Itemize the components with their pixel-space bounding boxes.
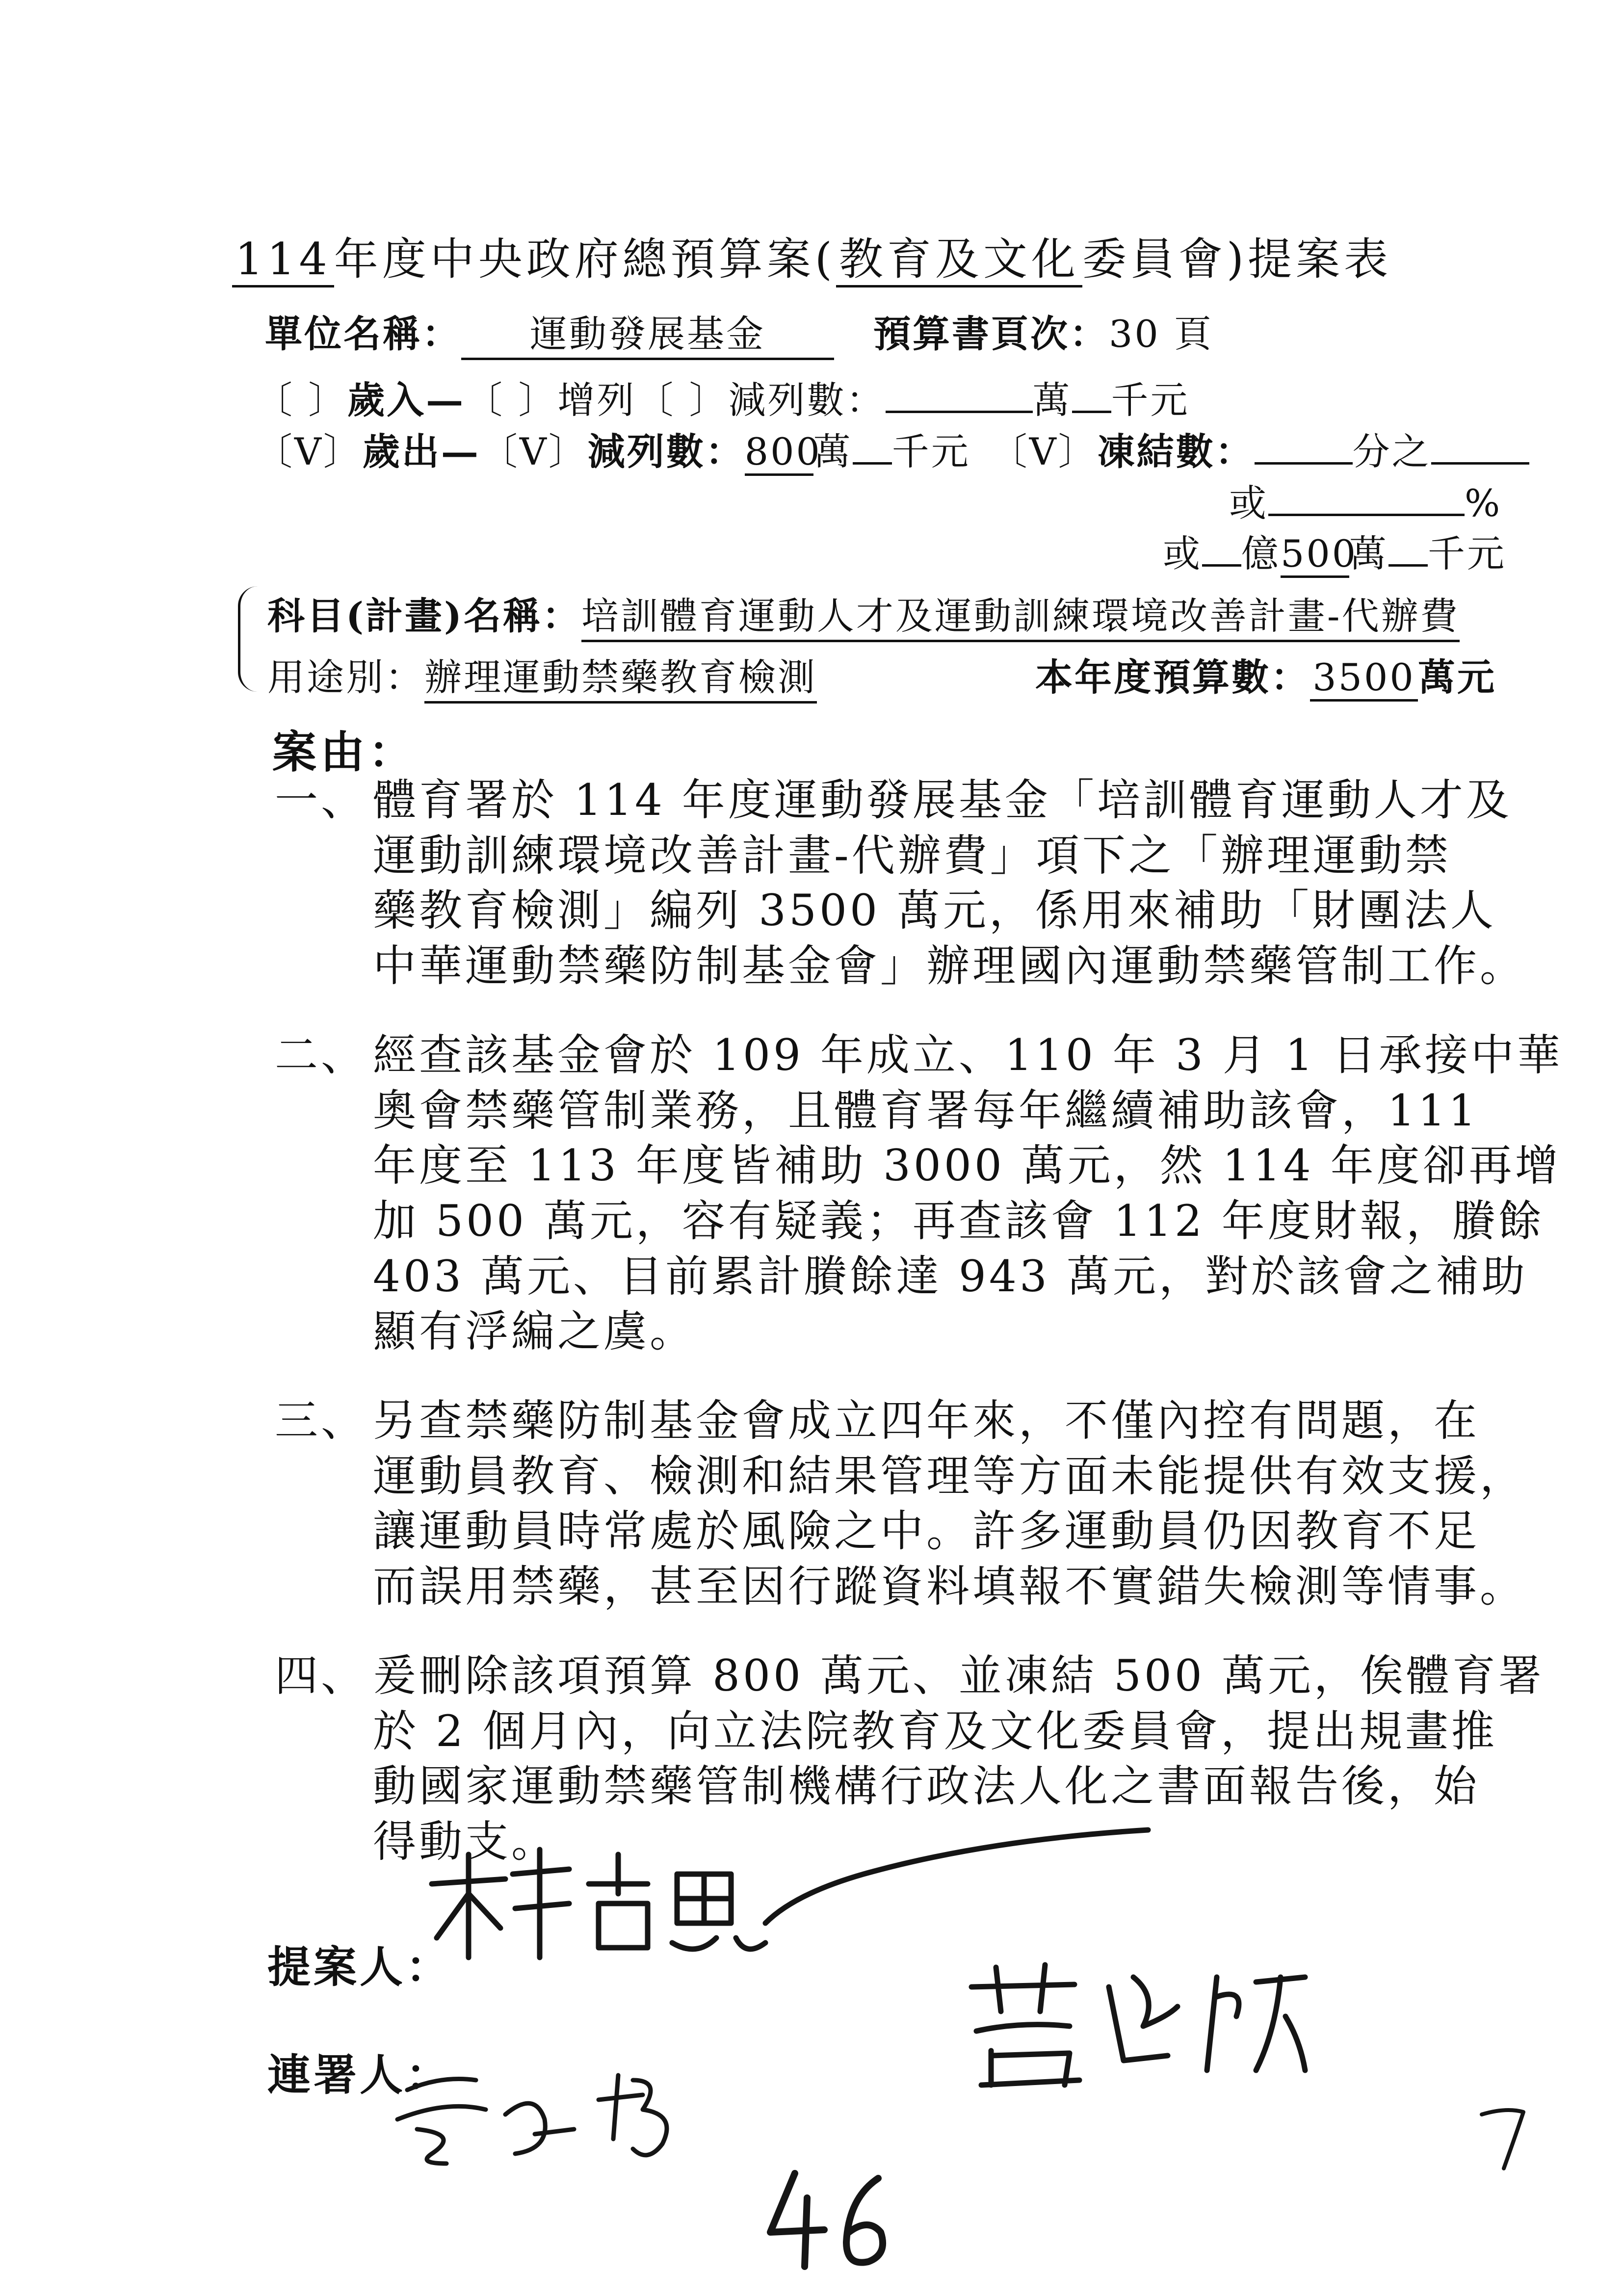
unit-value: 運動發展基金 <box>461 304 834 360</box>
paragraph-text: 另查禁藥防制基金會成立四年來，不僅內控有問題，在 運動員教育、檢測和結果管理等方面未能提供有效支援， 讓運動員時常處於風險之中。許多運動員仍因教育不足 而誤用禁藥，甚至因行蹤資料填報不實錯失檢測等情事。 <box>373 1395 1526 1612</box>
alt2-blank-2 <box>1388 527 1428 567</box>
title-suffix: 委員會)提案表 <box>1082 234 1392 285</box>
alt2-row <box>1163 524 1506 578</box>
paragraph-number: 一、 <box>275 775 367 825</box>
usage-label: 用途別： <box>267 655 424 699</box>
paragraph-text: 經查該基金會於 109 年成立、110 年 3 月 1 日承接中華 奧會禁藥管制業務，且體育署每年繼續補助該會，111 年度至 113 年度皆補助 3000 萬元，然 114 年度卻再增 加 500 萬元，容有疑義；再查該會 112 年度財報，賸餘 403 萬元、目前累計賸餘達 943 萬元，對於該會之補助 顯有浮編之虞。 <box>373 1030 1563 1357</box>
revenue-increase-checkbox: 〔 〕 <box>465 378 558 422</box>
paragraph-number: 三、 <box>275 1395 367 1446</box>
budget-value: 3500 <box>1310 655 1418 702</box>
revenue-increase: 增列 <box>557 378 636 422</box>
paragraph-text: 爰刪除該項預算 800 萬元、並凍結 500 萬元，俟體育署 於 2 個月內，向立法院教育及文化委員會，提出規畫推 動國家運動禁藥管制機構行政法人化之書面報告後，始 得動支。 <box>373 1650 1545 1867</box>
handwritten-page-number <box>756 2159 903 2276</box>
alt2-value: 500 <box>1281 532 1349 578</box>
proposer-label: 提案人： <box>267 1941 452 1992</box>
cosigner-label: 連署人： <box>267 2049 452 2100</box>
freeze-fenzhi: 分之 <box>1352 430 1431 473</box>
expense-blank <box>853 425 892 465</box>
expense-decrease-value: 800 <box>745 430 813 476</box>
expense-checkbox: 〔V〕 <box>255 430 363 473</box>
revenue-row <box>255 370 1190 424</box>
usage-value: 辦理運動禁藥教育檢測 <box>424 648 817 704</box>
expense-label: 歲出— <box>362 430 480 473</box>
revenue-qian: 千元 <box>1111 378 1190 422</box>
alt1-row <box>1229 473 1502 527</box>
alt2-yi: 億 <box>1241 532 1281 575</box>
paragraph-text: 體育署於 114 年度運動發展基金「培訓體育運動人才及 運動訓練環境改善計畫-代辦費」項下之「辦理運動禁 藥教育檢測」編列 3500 萬元，係用來補助「財團法人 中華運動禁藥防制基金會」辦理國內運動禁藥管制工作。 <box>373 775 1526 991</box>
freeze-blank-1 <box>1255 425 1353 465</box>
page-label: 預算書頁次： <box>873 312 1109 356</box>
expense-row <box>255 422 1529 476</box>
alt1-or: 或 <box>1229 481 1268 525</box>
title-year: 114 <box>232 234 334 287</box>
freeze-checkbox: 〔V〕 <box>990 430 1098 473</box>
cosigner-signature-right <box>962 1957 1315 2095</box>
alt1-blank <box>1268 476 1465 516</box>
alt2-blank-1 <box>1202 527 1241 567</box>
title-prefix: 年度中央政府總預算案( <box>334 234 836 285</box>
revenue-decrease-checkbox: 〔 〕 <box>636 378 729 422</box>
cosigner-signature-left <box>388 2061 760 2173</box>
title-committee: 教育及文化 <box>836 234 1082 287</box>
reason-heading: 案由： <box>272 726 417 778</box>
unit-label: 單位名稱： <box>265 312 461 356</box>
handwritten-margin-note <box>1477 2100 1531 2173</box>
usage-row <box>267 648 817 704</box>
revenue-checkbox: 〔 〕 <box>255 378 348 422</box>
freeze-blank-2 <box>1431 425 1529 465</box>
budget-label: 本年度預算數： <box>1035 655 1310 699</box>
page-value: 30 頁 <box>1109 312 1213 356</box>
revenue-blank <box>886 373 1033 413</box>
expense-decrease-label: 減列數： <box>587 430 745 473</box>
revenue-wan: 萬 <box>1032 378 1072 422</box>
subject-row <box>267 586 1460 642</box>
alt2-or: 或 <box>1163 532 1202 575</box>
paragraph-number: 二、 <box>275 1030 367 1080</box>
revenue-label: 歲入— <box>347 378 466 422</box>
expense-decrease-checkbox: 〔V〕 <box>480 430 588 473</box>
subject-value: 培訓體育運動人才及運動訓練環境改善計畫-代辦費 <box>581 586 1460 642</box>
alt2-qian: 千元 <box>1428 532 1506 575</box>
budget-unit: 萬元 <box>1418 655 1496 699</box>
subject-label: 科目(計畫)名稱： <box>267 594 581 638</box>
expense-qian: 千元 <box>891 430 970 473</box>
alt2-wan: 萬 <box>1349 532 1388 575</box>
expense-wan: 萬 <box>813 430 853 473</box>
budget-row <box>1035 648 1496 702</box>
revenue-blank-2 <box>1072 373 1111 413</box>
paragraph-number: 四、 <box>275 1650 367 1701</box>
unit-row <box>265 304 1213 360</box>
freeze-label: 凍結數： <box>1097 430 1255 473</box>
alt1-percent: % <box>1465 481 1502 525</box>
subject-brace <box>238 586 270 692</box>
revenue-decrease-label: 減列數： <box>728 378 886 422</box>
document-title <box>0 223 1624 287</box>
